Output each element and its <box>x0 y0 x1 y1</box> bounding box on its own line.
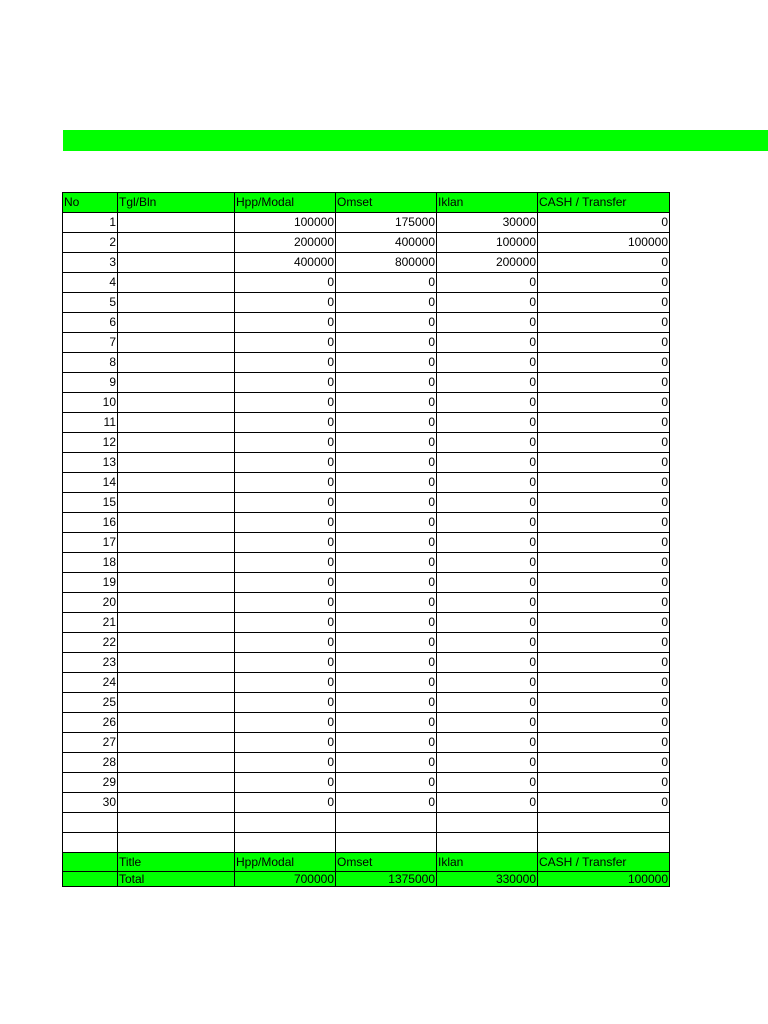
cell-iklan[interactable]: 0 <box>437 733 538 753</box>
cell-omset[interactable]: 0 <box>336 313 437 333</box>
cell-hpp-modal[interactable]: 0 <box>235 573 336 593</box>
cell-hpp-modal[interactable]: 0 <box>235 713 336 733</box>
cell-omset[interactable]: 0 <box>336 633 437 653</box>
cell-cash-transfer[interactable]: 0 <box>538 613 670 633</box>
table-row <box>63 773 670 793</box>
cell-tgl-bln[interactable] <box>118 553 235 573</box>
cell-omset[interactable]: 0 <box>336 613 437 633</box>
cell-cash-transfer[interactable]: 0 <box>538 773 670 793</box>
table-row <box>63 733 670 753</box>
cell-omset[interactable]: 0 <box>336 493 437 513</box>
cell-tgl-bln[interactable] <box>118 273 235 293</box>
cell-no[interactable]: 23 <box>63 653 118 673</box>
cell-iklan[interactable]: 0 <box>437 713 538 733</box>
cell-no[interactable]: 7 <box>63 333 118 353</box>
cell-cash-transfer[interactable] <box>538 833 670 853</box>
table-row <box>63 553 670 573</box>
cell-iklan[interactable]: 30000 <box>437 213 538 233</box>
cell-tgl-bln[interactable] <box>118 773 235 793</box>
cell-hpp-modal[interactable]: 0 <box>235 773 336 793</box>
cell-iklan[interactable]: 0 <box>437 673 538 693</box>
cell-omset[interactable]: 0 <box>336 413 437 433</box>
cell-cash-transfer[interactable]: 0 <box>538 693 670 713</box>
cell-no[interactable]: 15 <box>63 493 118 513</box>
cell-iklan[interactable]: 0 <box>437 373 538 393</box>
cell-cash-transfer[interactable]: 0 <box>538 733 670 753</box>
cell-cash-transfer[interactable]: 0 <box>538 633 670 653</box>
table-row <box>63 353 670 373</box>
cell-no[interactable]: 22 <box>63 633 118 653</box>
cell-omset[interactable]: 0 <box>336 293 437 313</box>
footer-title-omset[interactable]: Omset <box>336 853 437 872</box>
cell-no[interactable]: 24 <box>63 673 118 693</box>
cell-tgl-bln[interactable] <box>118 433 235 453</box>
cell-tgl-bln[interactable] <box>118 813 235 833</box>
total-cash-transfer[interactable]: 100000 <box>538 872 670 887</box>
cell-hpp-modal[interactable]: 0 <box>235 513 336 533</box>
cell-iklan[interactable]: 0 <box>437 413 538 433</box>
cell-tgl-bln[interactable] <box>118 673 235 693</box>
cell-no[interactable]: 2 <box>63 233 118 253</box>
cell-cash-transfer[interactable]: 0 <box>538 793 670 813</box>
footer-title-label[interactable]: Title <box>118 853 235 872</box>
cell-cash-transfer[interactable]: 0 <box>538 213 670 233</box>
cell-hpp-modal[interactable]: 0 <box>235 653 336 673</box>
cell-no[interactable]: 3 <box>63 253 118 273</box>
header-iklan[interactable]: Iklan <box>437 193 538 213</box>
cell-tgl-bln[interactable] <box>118 493 235 513</box>
cell-iklan[interactable]: 0 <box>437 533 538 553</box>
cell-omset[interactable]: 0 <box>336 593 437 613</box>
cell-tgl-bln[interactable] <box>118 333 235 353</box>
cell-tgl-bln[interactable] <box>118 513 235 533</box>
cell-no[interactable] <box>63 833 118 853</box>
cell-no[interactable]: 13 <box>63 453 118 473</box>
table-row <box>63 693 670 713</box>
cell-omset[interactable]: 0 <box>336 273 437 293</box>
cell-no[interactable]: 5 <box>63 293 118 313</box>
cell-hpp-modal[interactable]: 0 <box>235 273 336 293</box>
cell-cash-transfer[interactable]: 0 <box>538 433 670 453</box>
title-bar <box>63 130 768 151</box>
table-row <box>63 433 670 453</box>
cell-no[interactable]: 14 <box>63 473 118 493</box>
table-row <box>63 233 670 253</box>
cell-no[interactable]: 29 <box>63 773 118 793</box>
cell-tgl-bln[interactable] <box>118 713 235 733</box>
header-hpp-modal[interactable]: Hpp/Modal <box>235 193 336 213</box>
cell-hpp-modal[interactable]: 400000 <box>235 253 336 273</box>
header-no[interactable]: No <box>63 193 118 213</box>
cell-iklan[interactable]: 0 <box>437 333 538 353</box>
empty-row <box>63 813 670 833</box>
cell-iklan[interactable]: 0 <box>437 633 538 653</box>
cell-no[interactable] <box>63 813 118 833</box>
cell-iklan[interactable]: 0 <box>437 313 538 333</box>
cell-iklan[interactable]: 200000 <box>437 253 538 273</box>
cell-no[interactable]: 20 <box>63 593 118 613</box>
cell-omset[interactable] <box>336 833 437 853</box>
cell-hpp-modal[interactable]: 0 <box>235 633 336 653</box>
cell-omset[interactable]: 0 <box>336 713 437 733</box>
cell-cash-transfer[interactable]: 0 <box>538 373 670 393</box>
cell-no[interactable]: 9 <box>63 373 118 393</box>
cell-iklan[interactable]: 0 <box>437 493 538 513</box>
cell-omset[interactable]: 0 <box>336 353 437 373</box>
cell-hpp-modal[interactable]: 0 <box>235 753 336 773</box>
total-label[interactable]: Total <box>118 872 235 887</box>
cell-tgl-bln[interactable] <box>118 373 235 393</box>
cell-tgl-bln[interactable] <box>118 653 235 673</box>
cell-cash-transfer[interactable]: 0 <box>538 473 670 493</box>
total-hpp-modal[interactable]: 700000 <box>235 872 336 887</box>
table-row <box>63 453 670 473</box>
cell-omset[interactable]: 0 <box>336 453 437 473</box>
cell-tgl-bln[interactable] <box>118 733 235 753</box>
cell-tgl-bln[interactable] <box>118 213 235 233</box>
cell-omset[interactable]: 400000 <box>336 233 437 253</box>
cell-no[interactable]: 11 <box>63 413 118 433</box>
cell-hpp-modal[interactable]: 0 <box>235 673 336 693</box>
cell-hpp-modal[interactable]: 0 <box>235 333 336 353</box>
cell-cash-transfer[interactable]: 0 <box>538 573 670 593</box>
cell-iklan[interactable]: 0 <box>437 653 538 673</box>
cell-no[interactable]: 12 <box>63 433 118 453</box>
cell-omset[interactable] <box>336 813 437 833</box>
cell-hpp-modal[interactable]: 0 <box>235 493 336 513</box>
cell-cash-transfer[interactable]: 0 <box>538 453 670 473</box>
cell-iklan[interactable]: 0 <box>437 293 538 313</box>
table-row <box>63 793 670 813</box>
cell-cash-transfer[interactable] <box>538 813 670 833</box>
cell-hpp-modal[interactable]: 0 <box>235 353 336 373</box>
header-omset[interactable]: Omset <box>336 193 437 213</box>
cell-cash-transfer[interactable]: 0 <box>538 513 670 533</box>
header-cash-transfer[interactable]: CASH / Transfer <box>538 193 670 213</box>
cell-cash-transfer[interactable]: 0 <box>538 673 670 693</box>
cell-no[interactable]: 25 <box>63 693 118 713</box>
header-tgl-bln[interactable]: Tgl/Bln <box>118 193 235 213</box>
empty-row <box>63 833 670 853</box>
cell-iklan[interactable]: 0 <box>437 613 538 633</box>
footer-title-iklan[interactable]: Iklan <box>437 853 538 872</box>
table-row <box>63 413 670 433</box>
cell-hpp-modal[interactable] <box>235 833 336 853</box>
cell-tgl-bln[interactable] <box>118 233 235 253</box>
table-row <box>63 293 670 313</box>
cell-cash-transfer[interactable]: 0 <box>538 253 670 273</box>
table-row <box>63 333 670 353</box>
cell-tgl-bln[interactable] <box>118 453 235 473</box>
total-omset[interactable]: 1375000 <box>336 872 437 887</box>
cell-tgl-bln[interactable] <box>118 573 235 593</box>
cell-no[interactable]: 17 <box>63 533 118 553</box>
cell-no[interactable]: 10 <box>63 393 118 413</box>
cell-omset[interactable]: 0 <box>336 793 437 813</box>
cell-iklan[interactable]: 0 <box>437 553 538 573</box>
cell-tgl-bln[interactable] <box>118 753 235 773</box>
cell-hpp-modal[interactable]: 0 <box>235 733 336 753</box>
cell-hpp-modal[interactable]: 0 <box>235 793 336 813</box>
cell-omset[interactable]: 0 <box>336 653 437 673</box>
table-row <box>63 613 670 633</box>
table-row <box>63 313 670 333</box>
cell-tgl-bln[interactable] <box>118 693 235 713</box>
cell-cash-transfer[interactable]: 100000 <box>538 233 670 253</box>
cell-cash-transfer[interactable]: 0 <box>538 653 670 673</box>
cell-tgl-bln[interactable] <box>118 313 235 333</box>
table-row <box>63 513 670 533</box>
cell-cash-transfer[interactable]: 0 <box>538 753 670 773</box>
cell-no[interactable]: 18 <box>63 553 118 573</box>
cell-tgl-bln[interactable] <box>118 473 235 493</box>
cell-iklan[interactable] <box>437 813 538 833</box>
table-row <box>63 573 670 593</box>
cell-tgl-bln[interactable] <box>118 413 235 433</box>
footer-title-cash[interactable]: CASH / Transfer <box>538 853 670 872</box>
table-row <box>63 713 670 733</box>
cell-iklan[interactable]: 0 <box>437 593 538 613</box>
cell-omset[interactable]: 0 <box>336 533 437 553</box>
cell-omset[interactable]: 0 <box>336 753 437 773</box>
cell-cash-transfer[interactable]: 0 <box>538 393 670 413</box>
cell-hpp-modal[interactable]: 0 <box>235 533 336 553</box>
cell-cash-transfer[interactable]: 0 <box>538 353 670 373</box>
cell-hpp-modal[interactable]: 0 <box>235 553 336 573</box>
table-row <box>63 473 670 493</box>
cell-omset[interactable]: 0 <box>336 673 437 693</box>
header-row <box>63 193 670 213</box>
cell-cash-transfer[interactable]: 0 <box>538 553 670 573</box>
cell-tgl-bln[interactable] <box>118 593 235 613</box>
cell-iklan[interactable]: 0 <box>437 573 538 593</box>
table-row <box>63 593 670 613</box>
cell-no[interactable]: 8 <box>63 353 118 373</box>
cell-iklan[interactable]: 0 <box>437 353 538 373</box>
cell-no[interactable]: 30 <box>63 793 118 813</box>
cell-cash-transfer[interactable]: 0 <box>538 333 670 353</box>
cell-hpp-modal[interactable]: 0 <box>235 313 336 333</box>
total-iklan[interactable]: 330000 <box>437 872 538 887</box>
footer-title-hpp[interactable]: Hpp/Modal <box>235 853 336 872</box>
table-row <box>63 393 670 413</box>
cell-no[interactable]: 16 <box>63 513 118 533</box>
cell-omset[interactable]: 0 <box>336 553 437 573</box>
cell-tgl-bln[interactable] <box>118 393 235 413</box>
cell-tgl-bln[interactable] <box>118 353 235 373</box>
table-row <box>63 213 670 233</box>
cell-tgl-bln[interactable] <box>118 533 235 553</box>
cell-tgl-bln[interactable] <box>118 293 235 313</box>
footer-title-row <box>63 853 670 872</box>
cell-omset[interactable]: 0 <box>336 373 437 393</box>
cell-iklan[interactable]: 0 <box>437 393 538 413</box>
cell-omset[interactable]: 0 <box>336 393 437 413</box>
table-row <box>63 373 670 393</box>
cell-hpp-modal[interactable]: 100000 <box>235 213 336 233</box>
table-row <box>63 493 670 513</box>
cell-omset[interactable]: 0 <box>336 733 437 753</box>
cell-hpp-modal[interactable]: 0 <box>235 293 336 313</box>
cell-iklan[interactable]: 0 <box>437 433 538 453</box>
cell-hpp-modal[interactable]: 0 <box>235 433 336 453</box>
cell-iklan[interactable]: 0 <box>437 693 538 713</box>
cell-hpp-modal[interactable]: 0 <box>235 413 336 433</box>
cell-no[interactable]: 1 <box>63 213 118 233</box>
table-row <box>63 533 670 553</box>
cell-cash-transfer[interactable]: 0 <box>538 533 670 553</box>
cell-no[interactable]: 4 <box>63 273 118 293</box>
cell-omset[interactable]: 0 <box>336 473 437 493</box>
table-row <box>63 753 670 773</box>
cell-hpp-modal[interactable]: 0 <box>235 393 336 413</box>
cell-iklan[interactable]: 0 <box>437 273 538 293</box>
cell-iklan[interactable]: 0 <box>437 753 538 773</box>
cell-cash-transfer[interactable]: 0 <box>538 593 670 613</box>
cell-hpp-modal[interactable] <box>235 813 336 833</box>
cell-omset[interactable]: 0 <box>336 433 437 453</box>
cell-cash-transfer[interactable]: 0 <box>538 493 670 513</box>
cell-cash-transfer[interactable]: 0 <box>538 313 670 333</box>
table-row <box>63 273 670 293</box>
table-row <box>63 253 670 273</box>
table-row <box>63 673 670 693</box>
cell-omset[interactable]: 175000 <box>336 213 437 233</box>
cell-tgl-bln[interactable] <box>118 833 235 853</box>
cell-iklan[interactable]: 0 <box>437 453 538 473</box>
cell-cash-transfer[interactable]: 0 <box>538 713 670 733</box>
footer-total-row <box>63 872 670 887</box>
cell-hpp-modal[interactable]: 0 <box>235 693 336 713</box>
cell-iklan[interactable]: 0 <box>437 793 538 813</box>
cell-no[interactable]: 6 <box>63 313 118 333</box>
footer-cell-no[interactable] <box>63 853 118 872</box>
cell-cash-transfer[interactable]: 0 <box>538 273 670 293</box>
cell-hpp-modal[interactable]: 0 <box>235 473 336 493</box>
cell-hpp-modal[interactable]: 0 <box>235 453 336 473</box>
cell-iklan[interactable]: 0 <box>437 473 538 493</box>
cell-iklan[interactable]: 0 <box>437 513 538 533</box>
total-cell-no[interactable] <box>63 872 118 887</box>
cell-hpp-modal[interactable]: 0 <box>235 593 336 613</box>
cell-omset[interactable]: 800000 <box>336 253 437 273</box>
cell-tgl-bln[interactable] <box>118 253 235 273</box>
cell-omset[interactable]: 0 <box>336 333 437 353</box>
cell-iklan[interactable]: 0 <box>437 773 538 793</box>
cell-hpp-modal[interactable]: 0 <box>235 373 336 393</box>
cell-iklan[interactable] <box>437 833 538 853</box>
cell-hpp-modal[interactable]: 200000 <box>235 233 336 253</box>
cell-no[interactable]: 28 <box>63 753 118 773</box>
table-row <box>63 653 670 673</box>
cell-iklan[interactable]: 100000 <box>437 233 538 253</box>
cell-cash-transfer[interactable]: 0 <box>538 293 670 313</box>
cell-no[interactable]: 19 <box>63 573 118 593</box>
cell-hpp-modal[interactable]: 0 <box>235 613 336 633</box>
cell-omset[interactable]: 0 <box>336 573 437 593</box>
data-table <box>62 192 670 887</box>
cell-tgl-bln[interactable] <box>118 793 235 813</box>
cell-no[interactable]: 26 <box>63 713 118 733</box>
cell-no[interactable]: 21 <box>63 613 118 633</box>
cell-omset[interactable]: 0 <box>336 693 437 713</box>
cell-cash-transfer[interactable]: 0 <box>538 413 670 433</box>
cell-omset[interactable]: 0 <box>336 773 437 793</box>
cell-tgl-bln[interactable] <box>118 613 235 633</box>
cell-no[interactable]: 27 <box>63 733 118 753</box>
cell-omset[interactable]: 0 <box>336 513 437 533</box>
table-row <box>63 633 670 653</box>
cell-tgl-bln[interactable] <box>118 633 235 653</box>
